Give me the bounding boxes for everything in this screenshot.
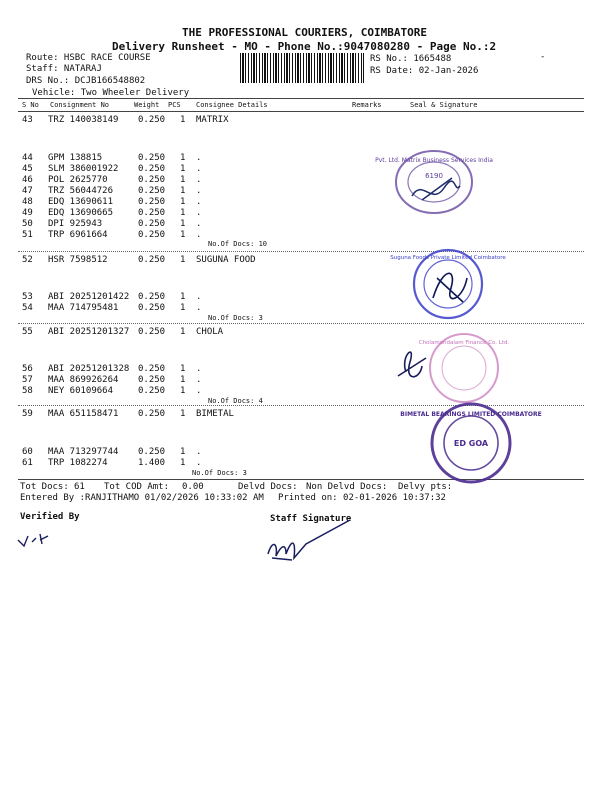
consignment-cell: ABI 20251201328 (48, 364, 130, 374)
stamp-text: Pvt. Ltd. Matrix Business Services India (375, 157, 493, 164)
weight-cell: 0.250 (138, 153, 166, 163)
consignment-cell: TRP 6961664 (48, 230, 108, 240)
tot-docs-value: 61 (74, 482, 85, 492)
pcs-cell: 1 (180, 375, 186, 385)
consignment-cell: MAA 713297744 (48, 447, 119, 457)
pcs-cell: 1 (180, 364, 186, 374)
consignee-cell: . (196, 375, 202, 385)
weight-cell: 0.250 (138, 164, 166, 174)
sno-cell: 59 (22, 409, 33, 419)
printed-on: Printed on: 02-01-2026 10:37:32 (278, 493, 446, 503)
drs-label: DRS No.: DCJB166548802 (26, 76, 146, 86)
weight-cell: 0.250 (138, 292, 166, 302)
weight-cell: 0.250 (138, 255, 166, 265)
rs-number: RS No.: 1665488 (370, 54, 452, 64)
pcs-cell: 1 (180, 386, 186, 396)
corner-mark: - (540, 52, 546, 62)
staff-signature-label: Staff Signature (270, 514, 352, 524)
docs-count: No.Of Docs: 10 (208, 240, 268, 248)
consignee-cell: . (196, 386, 202, 396)
sno-cell: 50 (22, 219, 33, 229)
pcs-cell: 1 (180, 303, 186, 313)
sno-cell: 44 (22, 153, 33, 163)
pcs-cell: 1 (180, 208, 186, 218)
sno-cell: 54 (22, 303, 33, 313)
tot-cod-value: 0.00 (182, 482, 204, 492)
verified-signature (16, 530, 56, 550)
vehicle-label: Vehicle: Two Wheeler Delivery (32, 88, 190, 98)
pcs-cell: 1 (180, 327, 186, 337)
consignee-cell: . (196, 292, 202, 302)
consignment-cell: TRZ 140038149 (48, 115, 119, 125)
tot-docs-label: Tot Docs: (20, 482, 69, 492)
consignee-cell: MATRIX (196, 115, 229, 125)
consignment-cell: ABI 20251201327 (48, 327, 130, 337)
consignee-cell: . (196, 164, 202, 174)
divider (18, 251, 584, 252)
sno-cell: 47 (22, 186, 33, 196)
docs-count: No.Of Docs: 3 (192, 469, 247, 477)
weight-cell: 0.250 (138, 327, 166, 337)
consignment-cell: EDQ 13690611 (48, 197, 114, 207)
weight-cell: 0.250 (138, 386, 166, 396)
chola-company-stamp (392, 332, 510, 404)
weight-cell: 0.250 (138, 197, 166, 207)
weight-cell: 0.250 (138, 219, 166, 229)
pcs-cell: 1 (180, 255, 186, 265)
pcs-cell: 1 (180, 230, 186, 240)
divider (18, 98, 584, 99)
consignee-cell: . (196, 230, 202, 240)
col-header-pcs: PCS (168, 101, 181, 109)
weight-cell: 0.250 (138, 208, 166, 218)
sno-cell: 51 (22, 230, 33, 240)
barcode-image (240, 53, 364, 83)
pcs-cell: 1 (180, 292, 186, 302)
weight-cell: 0.250 (138, 364, 166, 374)
weight-cell: 0.250 (138, 447, 166, 457)
consignee-cell: . (196, 153, 202, 163)
consignment-cell: TRZ 56044726 (48, 186, 114, 196)
pcs-cell: 1 (180, 164, 186, 174)
pcs-cell: 1 (180, 175, 186, 185)
col-header-sno: S No (22, 101, 39, 109)
consignment-cell: TRP 1082274 (48, 458, 108, 468)
consignee-cell: . (196, 458, 202, 468)
tot-cod-label: Tot COD Amt: (104, 482, 170, 492)
pcs-cell: 1 (180, 197, 186, 207)
route-label: Route: HSBC RACE COURSE (26, 53, 151, 63)
consignment-cell: SLM 386001922 (48, 164, 119, 174)
runsheet-subtitle: Delivery Runsheet - MO - Phone No.:9047080280 - Page No.:2 (112, 40, 497, 53)
pcs-cell: 1 (180, 447, 186, 457)
sno-cell: 61 (22, 458, 33, 468)
sno-cell: 43 (22, 115, 33, 125)
consignee-cell: . (196, 447, 202, 457)
consignment-cell: MAA 651158471 (48, 409, 119, 419)
bimetal-company-stamp (400, 402, 542, 484)
consignee-cell: SUGUNA FOOD (196, 255, 256, 265)
verified-by-label: Verified By (20, 512, 80, 522)
col-header-remarks: Remarks (352, 101, 382, 109)
weight-cell: 0.250 (138, 409, 166, 419)
pcs-cell: 1 (180, 115, 186, 125)
sno-cell: 53 (22, 292, 33, 302)
consignee-cell: . (196, 175, 202, 185)
docs-count: No.Of Docs: 4 (208, 397, 263, 405)
pcs-cell: 1 (180, 153, 186, 163)
sno-cell: 60 (22, 447, 33, 457)
pcs-cell: 1 (180, 409, 186, 419)
consignment-cell: MAA 714795481 (48, 303, 119, 313)
pcs-cell: 1 (180, 219, 186, 229)
sno-cell: 57 (22, 375, 33, 385)
weight-cell: 0.250 (138, 375, 166, 385)
sno-cell: 56 (22, 364, 33, 374)
stamp-text: BIMETAL BEARINGS LIMITED COIMBATORE (400, 411, 542, 418)
weight-cell: 0.250 (138, 230, 166, 240)
non-delvd-docs-label: Non Delvd Docs: (306, 482, 388, 492)
consignment-cell: GPM 138815 (48, 153, 103, 163)
consignment-cell: HSR 7598512 (48, 255, 108, 265)
sno-cell: 55 (22, 327, 33, 337)
staff-signature (262, 514, 354, 566)
weight-cell: 1.400 (138, 458, 166, 468)
consignment-cell: ABI 20251201422 (48, 292, 130, 302)
stamp-number: 6190 (425, 172, 443, 180)
weight-cell: 0.250 (138, 175, 166, 185)
sno-cell: 58 (22, 386, 33, 396)
stamp-text: Cholamandalam Finance Co. Ltd. (418, 340, 510, 346)
consignee-cell: . (196, 197, 202, 207)
matrix-company-stamp (375, 148, 493, 218)
sno-cell: 46 (22, 175, 33, 185)
stamp-inner-text: ED GOA (453, 439, 489, 448)
pcs-cell: 1 (180, 186, 186, 196)
consignee-cell: . (196, 303, 202, 313)
sno-cell: 52 (22, 255, 33, 265)
col-header-consignment: Consignment No (50, 101, 110, 109)
divider (18, 111, 584, 112)
consignment-cell: DPI 925943 (48, 219, 103, 229)
consignee-cell: . (196, 219, 202, 229)
staff-label: Staff: NATARAJ (26, 64, 102, 74)
col-header-seal: Seal & Signature (410, 101, 478, 109)
company-title: THE PROFESSIONAL COURIERS, COIMBATORE (182, 26, 428, 39)
sno-cell: 49 (22, 208, 33, 218)
weight-cell: 0.250 (138, 186, 166, 196)
weight-cell: 0.250 (138, 303, 166, 313)
delvd-docs-label: Delvd Docs: (238, 482, 298, 492)
weight-cell: 0.250 (138, 115, 166, 125)
consignment-cell: POL 2625770 (48, 175, 108, 185)
divider (18, 323, 584, 324)
rs-date: RS Date: 02-Jan-2026 (370, 66, 479, 76)
stamp-text: Suguna Foods Private Limited Coimbatore (390, 255, 506, 261)
sno-cell: 48 (22, 197, 33, 207)
col-header-consignee: Consignee Details (196, 101, 268, 109)
consignment-cell: MAA 869926264 (48, 375, 119, 385)
consignee-cell: . (196, 364, 202, 374)
consignment-cell: NEY 60109664 (48, 386, 114, 396)
sno-cell: 45 (22, 164, 33, 174)
entered-by: Entered By :RANJITHAMO 01/02/2026 10:33:02 AM (20, 493, 264, 503)
pcs-cell: 1 (180, 458, 186, 468)
consignee-cell: CHOLA (196, 327, 224, 337)
consignee-cell: BIMETAL (196, 409, 234, 419)
consignee-cell: . (196, 208, 202, 218)
suguna-company-stamp (390, 248, 506, 320)
consignment-cell: EDQ 13690665 (48, 208, 114, 218)
col-header-weight: Weight (134, 101, 160, 109)
delvy-pts-label: Delvy pts: (398, 482, 453, 492)
docs-count: No.Of Docs: 3 (208, 314, 263, 322)
consignee-cell: . (196, 186, 202, 196)
